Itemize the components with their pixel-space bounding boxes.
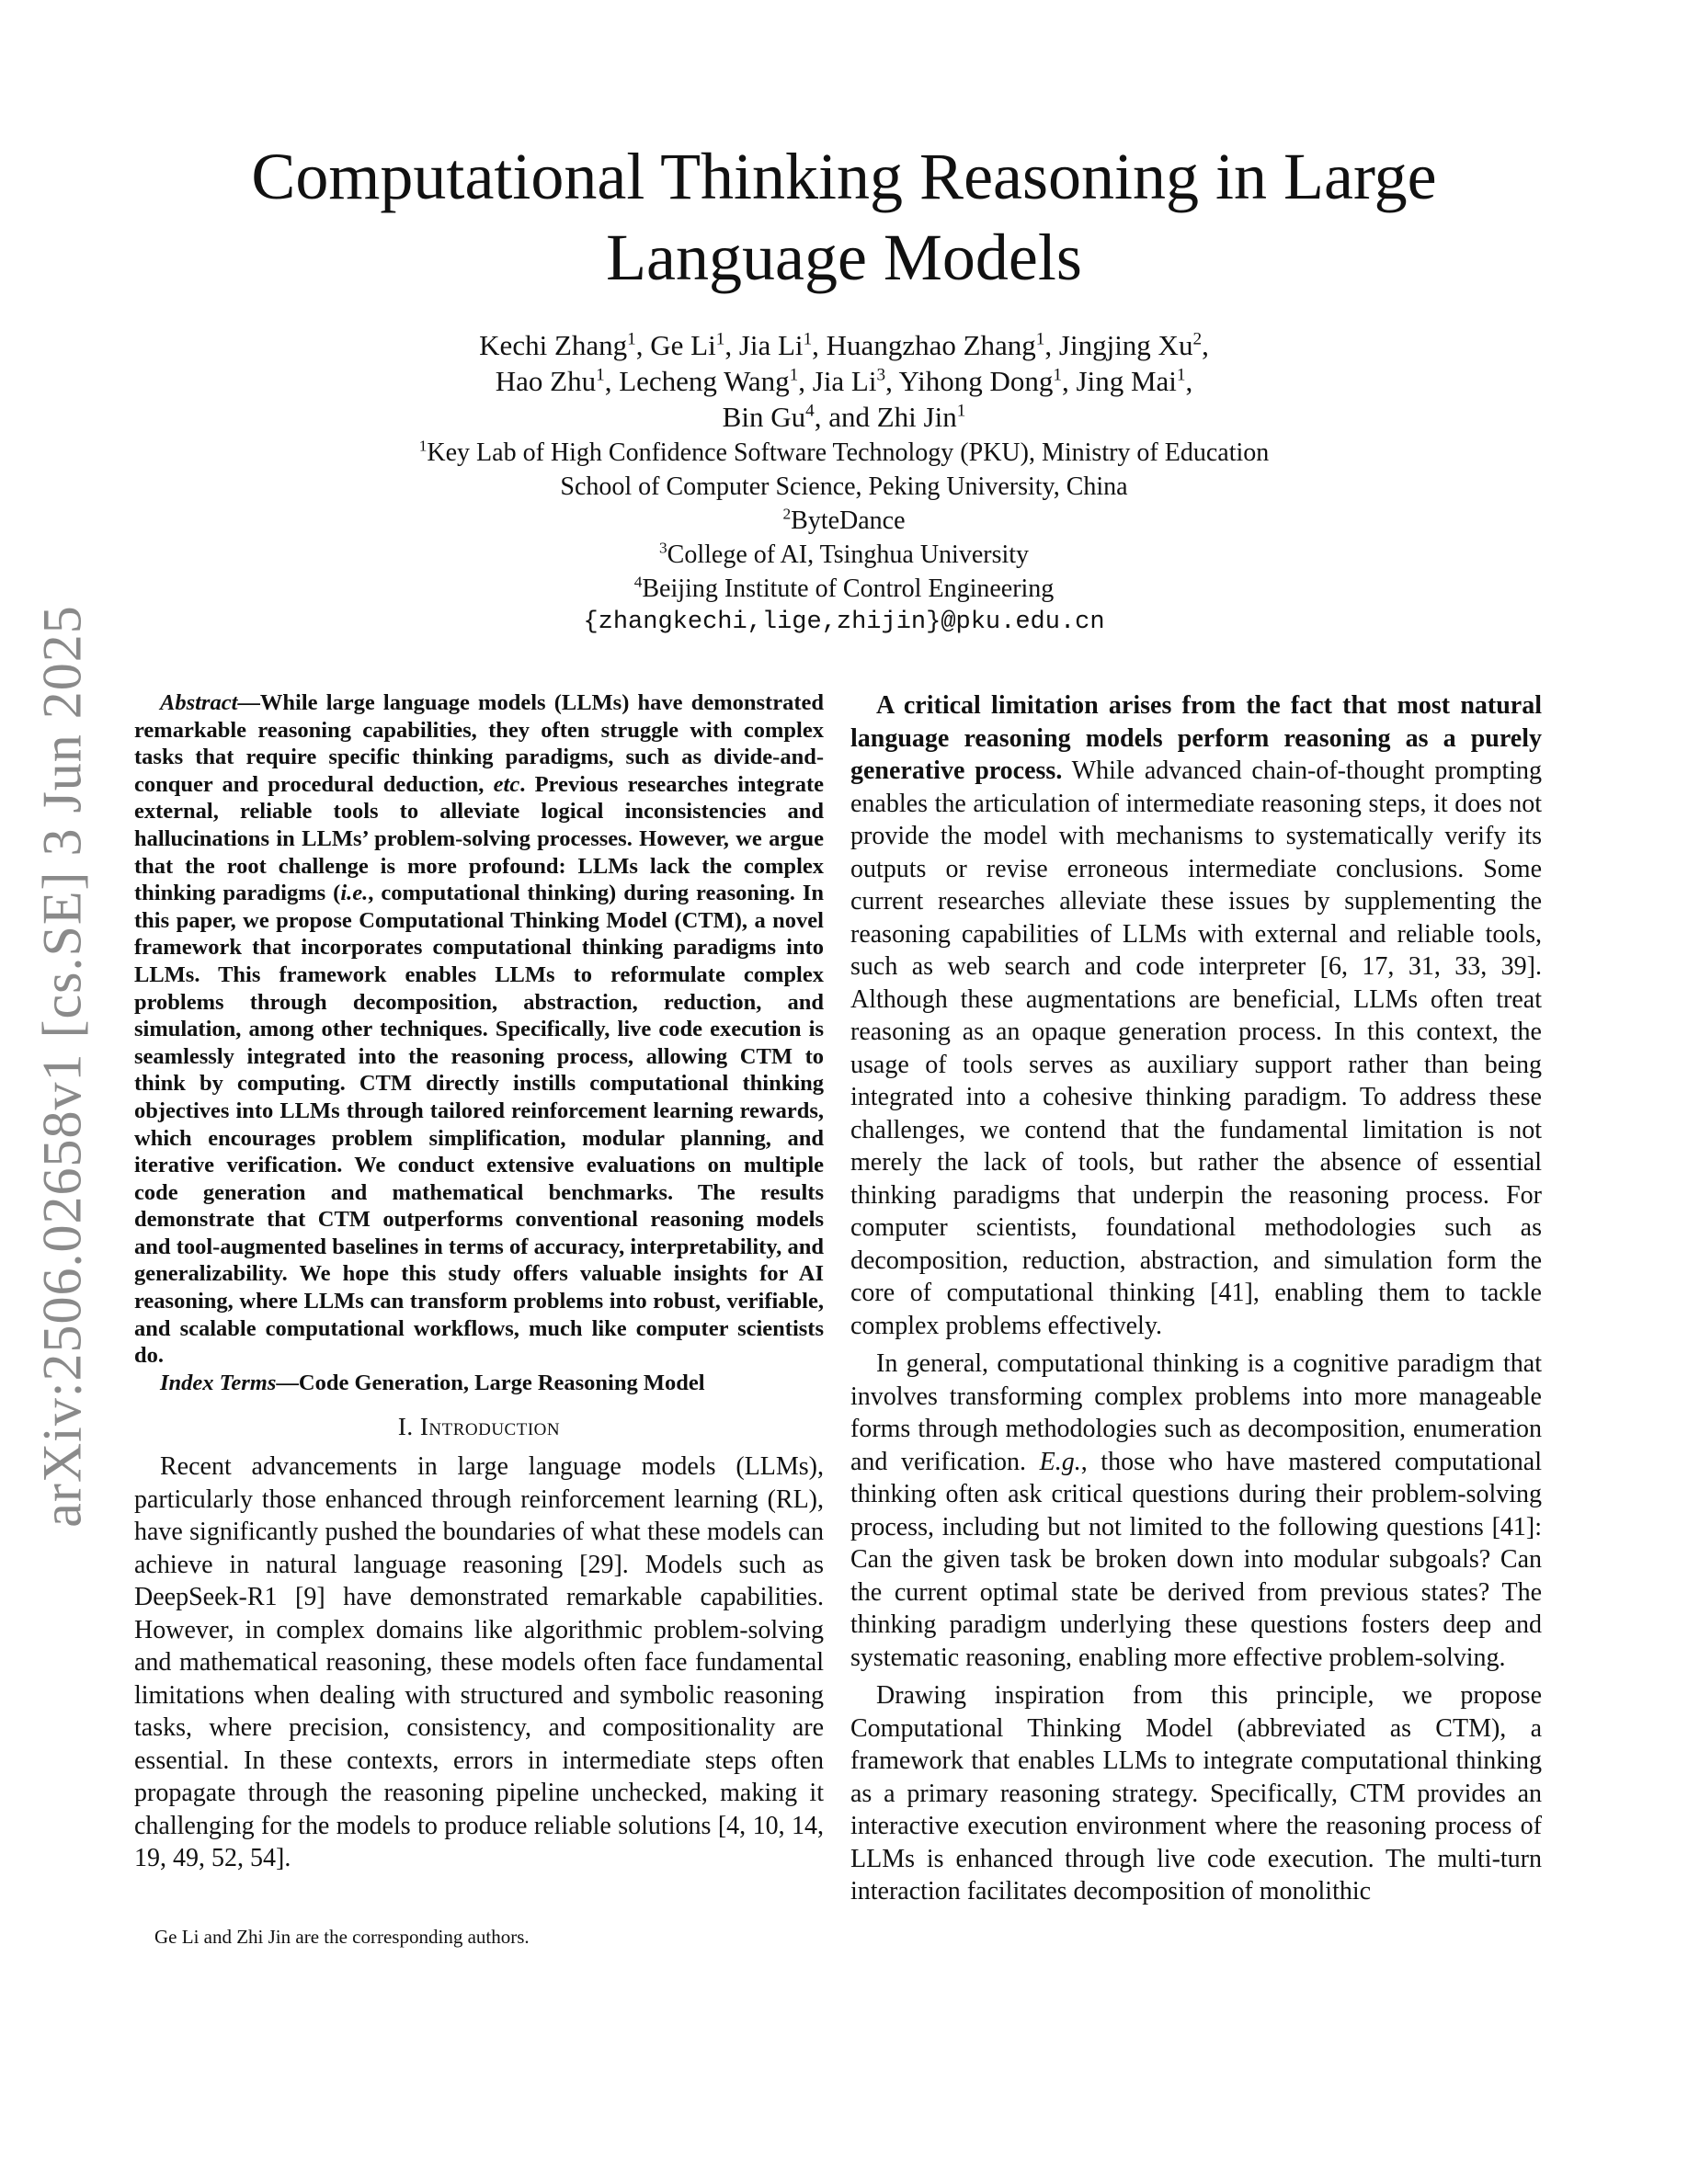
right-paragraph-1: A critical limitation arises from the fact that most natural language reasoning models perform reasoning as a purely generative process. While advanced chain-of-thought prompting enables the articulation of intermediate reasoning steps, it does not provide the model with mechanisms to systematically verify its outputs or revise erroneous intermediate conclusions. Some current researches alleviate these issues by supplementing the reasoning capabilities of LLMs with external and reliable tools, such as web search and code interpreter [6, 17, 31, 33, 39]. Although these augmentations are beneficial, LLMs often treat reasoning as an opaque generation process. In this context, the usage of tools serves as auxiliary support rather than being integrated into a cohesive thinking paradigm. To address these challenges, we contend that the fundamental limitation is not merely the lack of tools, but rather the absence of essential thinking paradigms that underpin the reasoning process. For computer scientists, foundational methodologies such as decomposition, reduction, abstraction, and simulation form the core of computational thinking [41], enabling them to tackle complex problems effectively. [850,691,1543,1340]
author-affiliation-mark: 1 [627,329,636,349]
title-line-2: Language Models [606,221,1082,294]
title-line-1: Computational Thinking Reasoning in Large [251,140,1437,213]
author-separator: , [885,365,899,397]
author-name: Kechi Zhang [479,329,628,361]
author-affiliation-mark: 4 [805,401,815,421]
author-separator: , [1202,329,1209,361]
author-name: Jing Mai [1076,365,1177,397]
author-separator: , [798,365,813,397]
author-separator: , [1185,365,1193,397]
author-affiliation-mark: 1 [1035,329,1045,349]
author-separator: , [1044,329,1059,361]
affiliation-3: $^3$College of AI, Tsinghua University [658,539,1030,569]
index-terms: Index Terms—Code Generation, Large Reasoning Model [160,1370,705,1395]
author-affiliation-mark: 1 [803,329,813,349]
author-name: Jia Li [738,329,804,361]
author-separator: , [812,329,827,361]
author-line-1 [138,327,1550,363]
author-name: Jia Li [812,365,877,397]
left-column [134,689,824,1875]
arxiv-sidebar [26,602,99,1530]
abstract-text-1: While large language models (LLMs) have demonstrated remarkable reasoning capabilities, they often struggle with complex tasks that require specific thinking paradigms, such as divide-and-conquer and procedural deduction, [134,690,824,797]
author-list [138,327,1550,435]
abstract-label: Abstract [160,690,238,715]
paper-title [138,136,1550,298]
right-paragraph-3: Drawing inspiration from this principle, we propose Computational Thinking Model (abbreviated as CTM), a framework that enables LLMs to integrate computational thinking as a primary reasoning strategy. Specifically, CTM provides an interactive execution environment where the reasoning process of LLMs is enhanced through live code execution. The multi-turn interaction facilitates decomposition of monolithic [850,1681,1542,1905]
author-affiliation-mark: 1 [1176,365,1186,385]
author-affiliation-mark: 2 [1192,329,1203,349]
affiliation-1: $^1$Key Lab of High Confidence Software Technology (PKU), Ministry of Education [418,437,1270,467]
author-name: Ge Li [650,329,716,361]
arxiv-identifier: arXiv:2506.02658v1 [cs.SE] 3 Jun 2025 [31,605,93,1528]
author-name: Zhi Jin [876,401,957,433]
author-name: Bin Gu [722,401,806,433]
affiliation-4: $^4$Beijing Institute of Control Engineering [633,573,1055,603]
author-separator: , [635,329,651,361]
right-column [850,689,1542,1914]
author-name: Lecheng Wang [619,365,790,397]
author-affiliation-mark: 3 [876,365,886,385]
author-separator: , [724,329,739,361]
author-line-3 [138,399,1550,435]
author-name: Yihong Dong [898,365,1054,397]
author-affiliation-mark: 1 [956,401,966,421]
intro-paragraph-1: Recent advancements in large language models (LLMs), particularly those enhanced through reinforcement learning (RL), have significantly pushed the boundaries of what these models can achieve in natural language reasoning [29]. Models such as DeepSeek-R1 [9] have demonstrated remarkable capabilities. However, in complex domains like algorithmic problem-solving and mathematical reasoning, these models often face fundamental limitations when dealing with structured and symbolic reasoning tasks, where precision, consistency, and compositionality are essential. In these contexts, errors in intermediate steps often propagate through the reasoning pipeline unchecked, making it challenging for the models to produce reliable solutions [4, 10, 14, 19, 49, 52, 54]. [134,1452,824,1873]
author-separator: , [604,365,620,397]
footnote-corresponding-authors: Ge Li and Zhi Jin are the corresponding authors. [154,1926,530,1948]
abstract-text-2: . Previous researches integrate external, reliable tools to alleviate logical inconsistencies and hallucinations in LLMs’ problem-solving processes. However, we argue that the root challenge is more profound: LLMs lack the complex thinking paradigms ( [134,771,824,906]
right-paragraph-2: In general, computational thinking is a cognitive paradigm that involves transforming complex problems into more manageable forms through methodologies such as decomposition, enumeration and verification. E.g., those who have mastered computational thinking often ask critical questions during their problem-solving process, including but not limited to the following questions [41]: Can the given task be broken down into modular subgoals? Can the current optimal state be derived from previous states? The thinking paradigm underlying these questions fosters deep and systematic reasoning, enabling more effective problem-solving. [850,1349,1543,1672]
section-heading-introduction: I. Introduction [397,1413,561,1441]
author-separator: , [1062,365,1077,397]
author-name: Huangzhao Zhang [826,329,1036,361]
author-affiliation-mark: 1 [596,365,605,385]
author-name: Hao Zhu [495,365,597,397]
author-line-2 [138,363,1550,399]
author-affiliation-mark: 1 [715,329,725,349]
contact-email: {zhangkechi,lige,zhijin}@pku.edu.cn [583,609,1105,636]
affiliations [138,436,1550,640]
abstract-text-3: , computational thinking) during reasoning. In this paper, we propose Computational Thinking Model (CTM), a novel framework that incorporates computational thinking paradigms into LLMs. This framework enables LLMs to reformulate complex problems through decomposition, abstraction, reduction, and simulation, among other techniques. Specifically, live code execution is seamlessly integrated into the reasoning process, allowing CTM to think by computing. CTM directly instills computational thinking objectives into LLMs through tailored reinforcement learning rewards, which encourages problem simplification, modular planning, and iterative verification. We conduct extensive evaluations on multiple code generation and mathematical benchmarks. The results demonstrate that CTM outperforms conventional reasoning models and tool-augmented baselines in terms of accuracy, interpretability, and generalizability. We hope this study offers valuable insights for AI reasoning, where LLMs can transform problems into robust, verifiable, and scalable computational workflows, much like computer scientists do. [134,881,824,1369]
affiliation-1-school: School of Computer Science, Peking University, China [560,472,1128,501]
affiliation-2: $^2$ByteDance [782,505,906,535]
abstract: Abstract—While large language models (LLMs) have demonstrated remarkable reasoning capabilities, they often struggle with complex tasks that require specific thinking paradigms, such as divide-and-conquer and procedural deduction, etc. Previous researches integrate external, reliable tools to alleviate logical inconsistencies and hallucinations in LLMs’ problem-solving processes. However, we argue that the root challenge is more profound: LLMs lack the complex thinking paradigms (i.e., computational thinking) during reasoning. In this paper, we propose Computational Thinking Model (CTM), a novel framework that incorporates computational thinking paradigms into LLMs. This framework enables LLMs to reformulate complex problems through decomposition, abstraction, reduction, and simulation, among other techniques. Specifically, live code execution is seamlessly integrated into the reasoning process, allowing CTM to think by computing. CTM directly instills computational thinking objectives into LLMs through tailored reinforcement learning rewards, which encourages problem simplification, modular planning, and iterative verification. We conduct extensive evaluations on multiple code generation and mathematical benchmarks. The results demonstrate that CTM outperforms conventional reasoning models and tool-augmented baselines in terms of accuracy, interpretability, and generalizability. We hope this study offers valuable insights for AI reasoning, where LLMs can transform problems into robust, verifiable, and scalable computational workflows, much like computer scientists do. [134,690,824,1369]
author-affiliation-mark: 1 [1053,365,1063,385]
author-affiliation-mark: 1 [789,365,799,385]
author-separator: , and [814,401,877,433]
author-name: Jingjing Xu [1058,329,1193,361]
